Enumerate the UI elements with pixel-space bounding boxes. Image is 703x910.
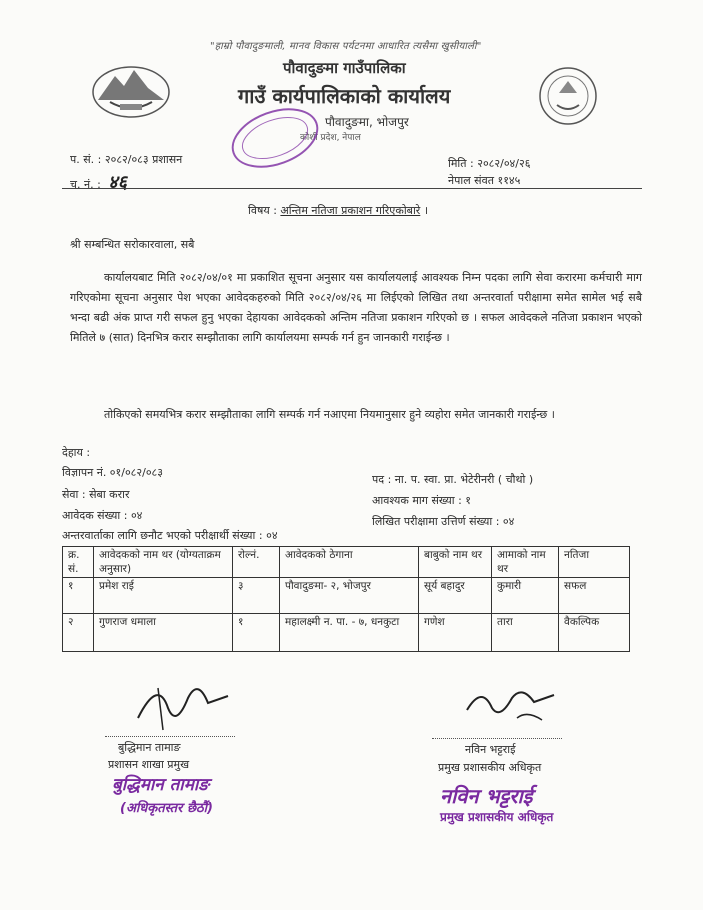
table-row <box>63 578 630 614</box>
nepal-emblem-icon <box>90 62 172 120</box>
left-signature-line <box>105 736 235 737</box>
office-name: गाउँ कार्यपालिकाको कार्यालय <box>238 84 451 108</box>
advertisement-number: विज्ञापन नं. ०१/०८२/०८३ <box>62 466 163 479</box>
header-divider <box>62 188 642 189</box>
header-roll-number: रोल्नं. <box>233 547 280 578</box>
cell-applicant-name: प्रमेश राई <box>94 578 233 614</box>
cell-address: महालक्ष्मी न. पा. - ७, धनकुटा <box>280 614 419 652</box>
header-result: नतिजा <box>559 547 630 578</box>
chalani-number <box>70 170 127 194</box>
chalani-label: च. नं. : <box>70 178 101 191</box>
cell-serial: १ <box>63 578 94 614</box>
header-address: आवेदकको ठेगाना <box>280 547 419 578</box>
cell-mother-name: तारा <box>492 614 559 652</box>
table-row <box>63 614 630 652</box>
subject-label: विषय : <box>248 204 277 217</box>
patra-sankhya: प. सं. : २०८२/०८३ प्रशासन <box>70 153 183 166</box>
cell-address: पौवादुङमा- २, भोजपुर <box>280 578 419 614</box>
subject-line <box>248 203 428 218</box>
chalani-value: ४६ <box>108 172 128 193</box>
post-name: पद : ना. प. स्वा. प्रा. भेटेरीनरी ( चौथो ) <box>372 473 534 486</box>
right-signature-line <box>432 738 562 739</box>
required-count: आवश्यक माग संख्या : १ <box>372 494 471 507</box>
right-name-stamp: नविन भट्टराई <box>440 784 533 808</box>
subject-end: । <box>423 204 428 217</box>
body-paragraph-2: तोकिएको समयभित्र करार सम्झौताका लागि सम्पर्क गर्न नआएमा नियमानुसार हुने व्यहोरा समेत जानकारी गराईन्छ । <box>104 408 555 421</box>
passed-count: लिखित परीक्षामा उत्तिर्ण संख्या : ०४ <box>372 515 515 528</box>
header-applicant-name: आवेदकको नाम थर (योग्यताक्रम अनुसार) <box>94 547 233 578</box>
left-signatory-name: बुद्धिमान तामाङ <box>118 741 181 754</box>
salutation: श्री सम्बन्धित सरोकारवाला, सबै <box>70 238 195 251</box>
table-header-row <box>63 547 630 578</box>
interview-count: अन्तरवार्ताका लागि छनौट भएको परीक्षार्थी संख्या : ०४ <box>62 529 278 542</box>
dehaya-label: देहाय : <box>62 446 91 459</box>
header-serial: क्र. सं. <box>63 547 94 578</box>
result-table <box>62 546 630 652</box>
cell-father-name: गणेश <box>419 614 492 652</box>
office-address: पौवादुङमा, भोजपुर <box>325 115 409 129</box>
office-seal-icon <box>225 98 325 178</box>
header-father-name: बाबुको नाम थर <box>419 547 492 578</box>
cell-roll-number: १ <box>233 614 280 652</box>
cell-serial: २ <box>63 614 94 652</box>
municipality-name: पौवादुङमा गाउँपालिका <box>283 59 406 77</box>
left-signatory-title: प्रशासन शाखा प्रमुख <box>108 758 190 771</box>
left-rank-stamp: (अधिकृतस्तर छैठौं) <box>120 801 213 816</box>
header-mother-name: आमाको नाम थर <box>492 547 559 578</box>
cell-result: सफल <box>559 578 630 614</box>
cell-mother-name: कुमारी <box>492 578 559 614</box>
service-type: सेवा : सेबा करार <box>62 488 130 501</box>
cell-father-name: सूर्य बहादुर <box>419 578 492 614</box>
cell-result: वैकल्पिक <box>559 614 630 652</box>
right-title-stamp: प्रमुख प्रशासकीय अधिकृत <box>440 810 554 824</box>
applicant-count: आवेदक संख्या : ०४ <box>62 509 143 522</box>
right-signatory-title: प्रमुख प्रशासकीय अधिकृत <box>438 761 542 774</box>
cell-roll-number: ३ <box>233 578 280 614</box>
issue-date: मिति : २०८२/०४/२६ <box>448 157 531 170</box>
motto: "हाम्रो पौवादुङमाली, मानव विकास पर्यटनमा आधारित त्यसैमा खुसीयाली" <box>210 41 482 52</box>
office-province: कोशी प्रदेश, नेपाल <box>300 133 361 143</box>
right-signatory-name: नविन भट्टराई <box>465 743 516 756</box>
nepal-era: नेपाल संवत ११४५ <box>448 174 521 187</box>
subject-text: अन्तिम नतिजा प्रकाशन गरिएकोबारे <box>280 204 421 217</box>
cell-applicant-name: गुणराज धमाला <box>94 614 233 652</box>
left-name-stamp: बुद्धिमान तामाङ <box>112 775 210 795</box>
body-paragraph-1: कार्यालयबाट मिति २०८२/०४/०१ मा प्रकाशित सूचना अनुसार यस कार्यालयलाई आवश्यक निम्न पदका लागि सेवा करारमा कर्मचारी माग गरिएकोमा सूचना अनुसार पेश भएका आवेदकहरुको मिति २०८२/०४/२६ मा लिईएको लिखित तथा अन्तरवार्ता परीक्षामा समेत सामेल भई सबै भन्दा बढी अंक प्राप्त गरी सफल हुनु भएका देहायका आवेदकको अन्तिम नतिजा प्रकाशन गरिएको छ । सफल आवेदकले नतिजा प्रकाशन भएको मितिले ७ (सात) दिनभित्र करार सम्झौताका लागि कार्यालयमा सम्पर्क गर्न हुन जानकारी गराईन्छ । <box>70 271 642 344</box>
right-signature-icon <box>462 680 562 730</box>
municipality-logo-icon <box>537 65 599 127</box>
left-signature-icon <box>128 668 238 738</box>
